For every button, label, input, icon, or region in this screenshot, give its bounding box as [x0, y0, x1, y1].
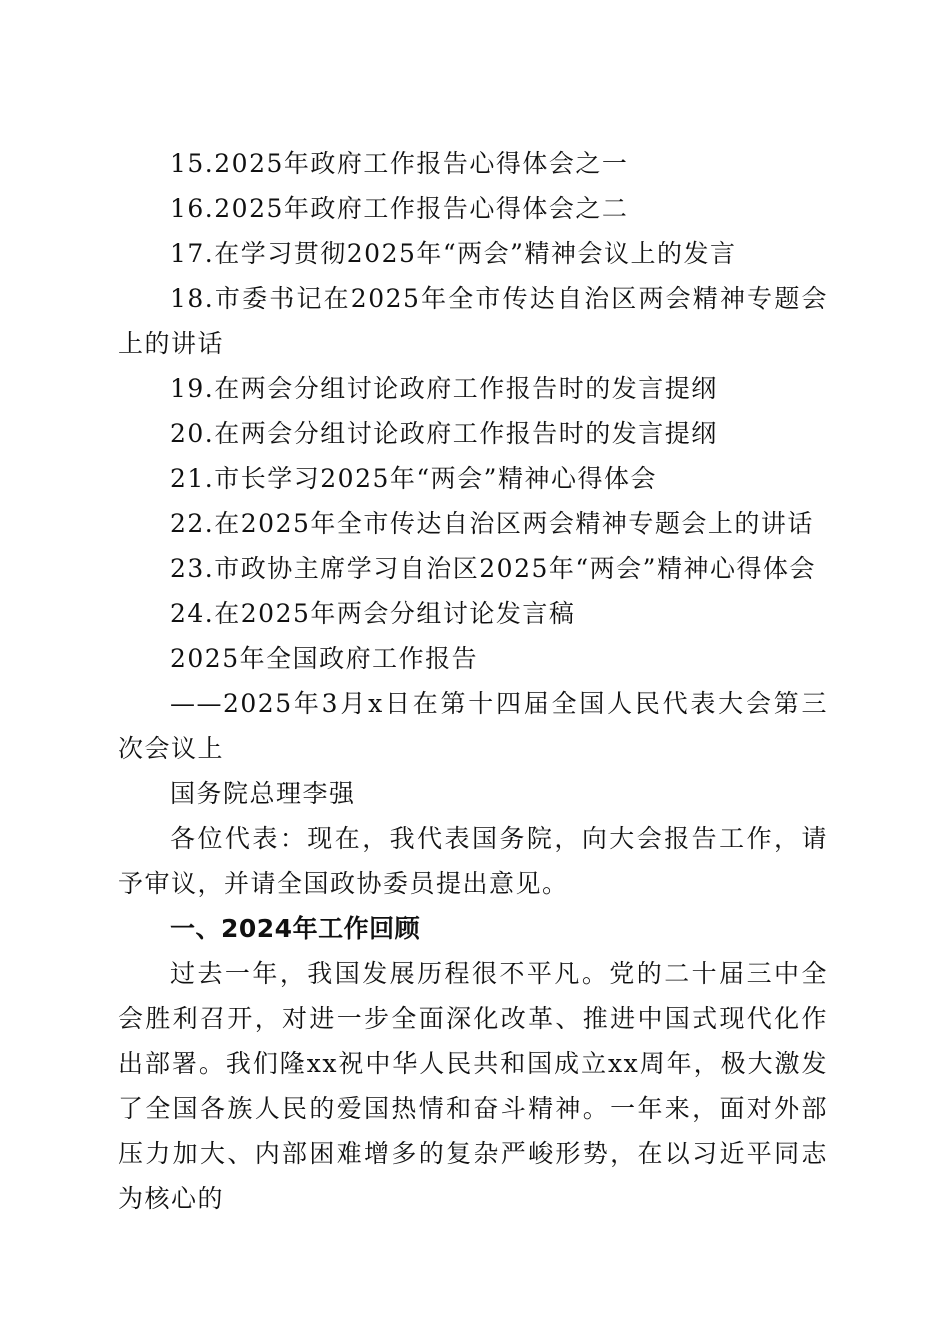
report-subtitle: ——2025年3月x日在第十四届全国人民代表大会第三次会议上: [118, 689, 828, 763]
list-item-16: 16.2025年政府工作报告心得体会之二: [170, 194, 629, 223]
report-title: 2025年全国政府工作报告: [170, 644, 479, 673]
list-item-24: 24.在2025年两会分组讨论发言稿: [170, 599, 576, 628]
list-item-20: 20.在两会分组讨论政府工作报告时的发言提纲: [170, 419, 718, 448]
document-body: [118, 141, 828, 1221]
section-heading: 一、2024年工作回顾: [170, 914, 421, 943]
list-item-21: 21.市长学习2025年“两会”精神心得体会: [170, 464, 657, 493]
list-item-19: 19.在两会分组讨论政府工作报告时的发言提纲: [170, 374, 718, 403]
list-item-22: 22.在2025年全市传达自治区两会精神专题会上的讲话: [170, 509, 814, 538]
report-author: 国务院总理李强: [170, 779, 356, 808]
list-item-15: 15.2025年政府工作报告心得体会之一: [170, 149, 629, 178]
list-item-18: 18.市委书记在2025年全市传达自治区两会精神专题会上的讲话: [118, 284, 828, 358]
list-item-23: 23.市政协主席学习自治区2025年“两会”精神心得体会: [170, 554, 816, 583]
list-item-17: 17.在学习贯彻2025年“两会”精神会议上的发言: [170, 239, 737, 268]
greeting-paragraph: 各位代表：现在，我代表国务院，向大会报告工作，请予审议，并请全国政协委员提出意见。: [118, 824, 828, 898]
body-paragraph: 过去一年，我国发展历程很不平凡。党的二十届三中全会胜利召开，对进一步全面深化改革、推进中国式现代化作出部署。我们隆xx祝中华人民共和国成立xx周年，极大激发了全国各族人民的爱国热情和奋斗精神。一年来，面对外部压力加大、内部困难增多的复杂严峻形势，在以习近平同志为核心的: [118, 959, 828, 1213]
